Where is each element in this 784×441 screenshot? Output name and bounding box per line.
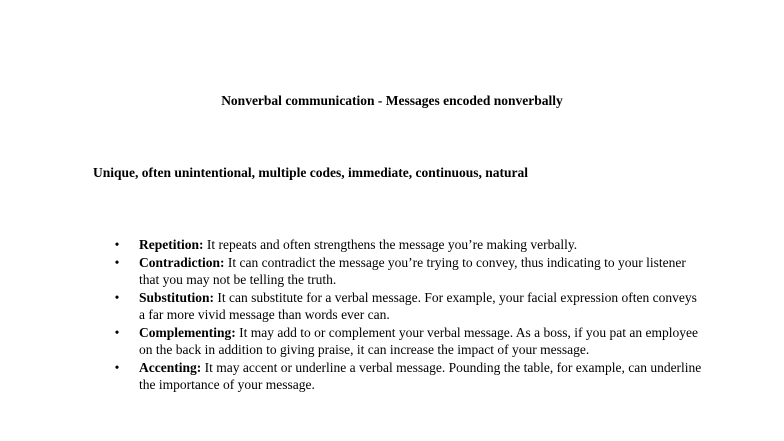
list-item [112, 254, 702, 289]
page-subtitle: Unique, often unintentional, multiple codes, immediate, continuous, natural [93, 165, 529, 180]
bullet-icon: • [114, 324, 120, 340]
list-item [112, 324, 702, 359]
list-item [112, 359, 702, 394]
item-text: It repeats and often strengthens the message you’re making verbally. [203, 237, 578, 252]
list-item [112, 236, 702, 254]
bullet-list [112, 236, 702, 394]
item-text: It can substitute for a verbal message. For example, your facial expression often conveys a far more vivid message than words ever can. [139, 289, 697, 322]
item-text: It may accent or underline a verbal message. Pounding the table, for example, can underline the importance of your message. [139, 359, 702, 392]
item-text: It may add to or complement your verbal message. As a boss, if you pat an employee on the back in addition to giving praise, it can increase the impact of your message. [139, 324, 699, 357]
item-term: Substitution: [139, 289, 215, 305]
bullet-icon: • [114, 289, 120, 305]
item-term: Contradiction: [139, 254, 225, 270]
bullet-icon: • [114, 237, 120, 252]
item-term: Repetition: [139, 237, 204, 252]
item-term: Accenting: [139, 359, 202, 375]
list-item [112, 289, 702, 324]
page-title: Nonverbal communication - Messages encoded nonverbally [221, 93, 563, 108]
item-term: Complementing: [139, 324, 236, 340]
bullet-icon: • [114, 254, 120, 270]
bullet-icon: • [114, 359, 120, 375]
item-text: It can contradict the message you’re trying to convey, thus indicating to your listener that you may not be telling the truth. [139, 254, 686, 287]
